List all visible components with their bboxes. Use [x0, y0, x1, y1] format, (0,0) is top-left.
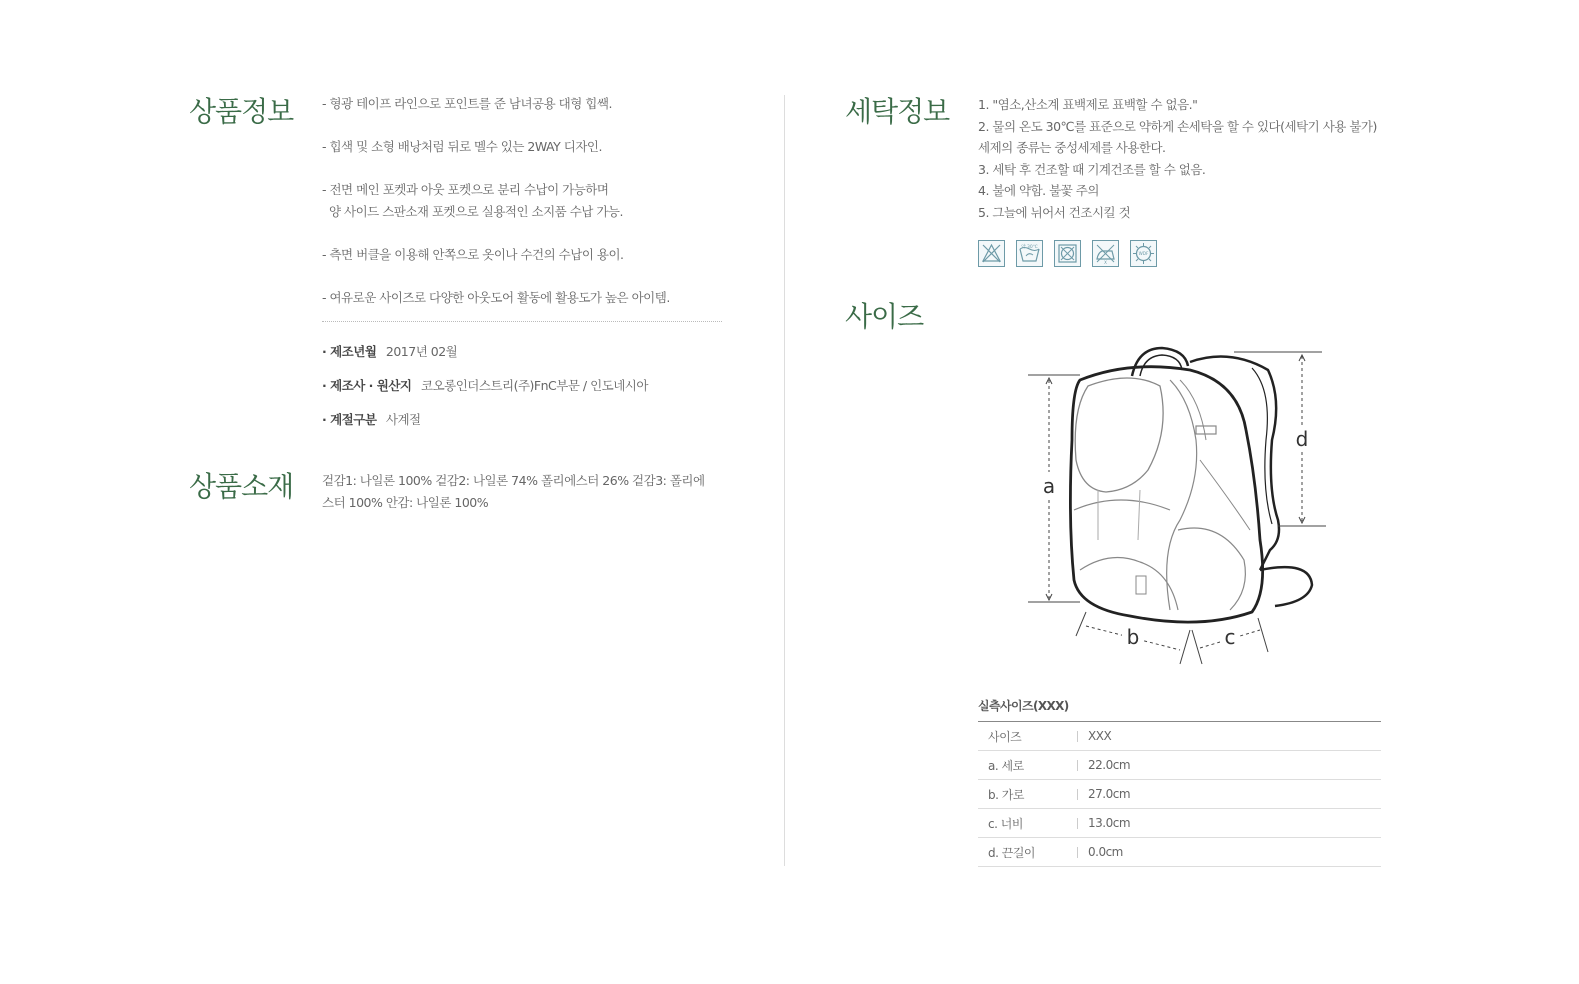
- material-text: 겉감1: 나일론 100% 겉감2: 나일론 74% 폴리에스터 26% 겉감3: 폴리에스터 100% 안감: 나일론 100%: [322, 473, 705, 510]
- washing-item: 5. 그늘에 뉘어서 건조시킬 것: [978, 204, 1131, 220]
- table-row: [978, 809, 1381, 838]
- material-title: 상품소재: [189, 470, 294, 503]
- size-value: 13.0cm: [1078, 809, 1381, 838]
- season-value: 사계절: [385, 412, 421, 427]
- care-icons: [978, 240, 1157, 267]
- size-key: a. 세로: [978, 751, 1078, 780]
- washing-item: 3. 세탁 후 건조할 때 기계건조를 할 수 없음.: [978, 161, 1206, 177]
- washing-item: 4. 불에 약함. 불꽃 주의: [978, 183, 1099, 198]
- dry-flat-shade-icon: [1130, 240, 1157, 267]
- dotted-divider: [322, 321, 722, 322]
- hand-wash-icon-text: 약 30℃: [1021, 245, 1038, 250]
- size-value: 0.0cm: [1078, 838, 1381, 867]
- size-value: 27.0cm: [1078, 780, 1381, 809]
- size-title: 사이즈: [845, 300, 924, 333]
- size-key: c. 너비: [978, 809, 1078, 838]
- column-divider: [784, 95, 785, 866]
- dry-icon-text-d: D: [1142, 251, 1146, 256]
- size-key: b. 가로: [978, 780, 1078, 809]
- product-info-list: [322, 93, 742, 330]
- diagram-label-d: d: [1295, 427, 1309, 451]
- size-key: 사이즈: [978, 722, 1078, 751]
- product-info-item: - 전면 메인 포켓과 아웃 포켓으로 분리 수납이 가능하며 양 사이드 스판소재 포켓으로 실용적인 소지품 수납 가능.: [322, 182, 623, 219]
- manufacture-date-row: [322, 342, 457, 360]
- backpack-diagram: [1020, 340, 1330, 674]
- manufacture-date-label: · 제조년월: [322, 344, 377, 359]
- season-row: [322, 410, 421, 428]
- dry-icon-text-w: W: [1138, 251, 1143, 256]
- no-bleach-icon: [978, 240, 1005, 267]
- product-info-item: - 측면 버클을 이용해 안쪽으로 옷이나 수건의 수납이 용이.: [322, 246, 624, 262]
- table-row: [978, 838, 1381, 867]
- washing-list: [978, 94, 1388, 223]
- size-key: d. 끈길이: [978, 838, 1078, 867]
- washing-title: 세탁정보: [845, 95, 950, 128]
- table-row: [978, 751, 1381, 780]
- no-iron-icon: [1092, 240, 1119, 267]
- maker-origin-label: · 제조사 · 원산지: [322, 378, 412, 393]
- table-row: [978, 780, 1381, 809]
- diagram-label-b: b: [1126, 625, 1140, 649]
- size-value: 22.0cm: [1078, 751, 1381, 780]
- hand-wash-icon: [1016, 240, 1043, 267]
- diagram-label-c: c: [1224, 625, 1236, 649]
- maker-origin-row: [322, 376, 648, 394]
- dry-icon-text-f: F: [1145, 251, 1149, 256]
- product-info-item: - 여유로운 사이즈로 다양한 아웃도어 활동에 활용도가 높은 아이템.: [322, 289, 670, 305]
- washing-item: 2. 물의 온도 30℃를 표준으로 약하게 손세탁을 할 수 있다(세탁기 사용 불가) 세제의 종류는 중성세제를 사용한다.: [978, 118, 1377, 155]
- svg-text:WDF: [1139, 251, 1149, 256]
- washing-item: 1. "염소,산소계 표백제로 표백할 수 없음.": [978, 97, 1198, 112]
- diagram-label-a: a: [1042, 474, 1056, 498]
- no-iron-icon-text: X: [1104, 260, 1107, 265]
- size-table: [978, 721, 1381, 867]
- season-label: · 계절구분: [322, 412, 377, 427]
- backpack-svg: [1020, 340, 1330, 670]
- product-info-title: 상품정보: [189, 95, 294, 128]
- maker-origin-value: 코오롱인더스트리(주)FnC부문 / 인도네시아: [421, 378, 648, 393]
- table-row: [978, 722, 1381, 751]
- product-info-item: - 형광 테이프 라인으로 포인트를 준 남녀공용 대형 힙쌕.: [322, 96, 612, 111]
- no-tumble-dry-icon: [1054, 240, 1081, 267]
- size-value: XXX: [1078, 722, 1381, 751]
- product-info-item: - 힙색 및 소형 배낭처럼 뒤로 멜수 있는 2WAY 디자인.: [322, 139, 602, 154]
- size-table-caption: 실측사이즈(XXX): [978, 699, 1069, 713]
- manufacture-date-value: 2017년 02월: [385, 344, 458, 359]
